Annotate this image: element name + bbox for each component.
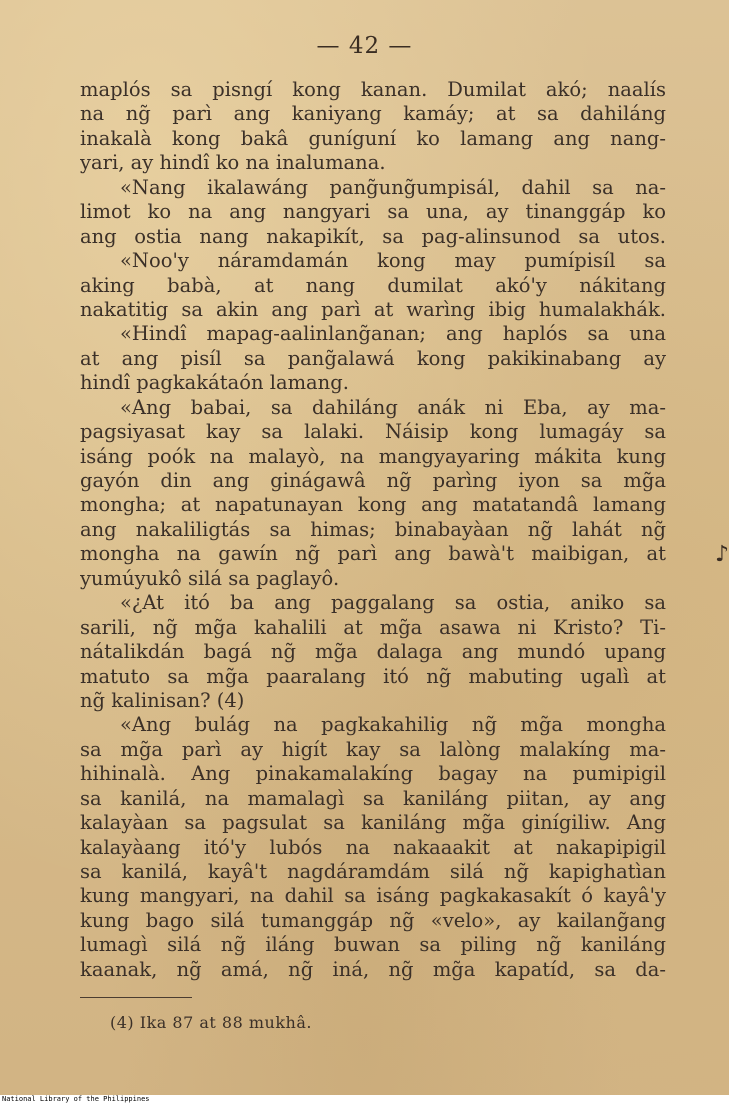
text-line: pagsiyasat kay sa lalaki. Náisip kong lumagáy sa (80, 420, 666, 444)
text-line: ng̃ kalinisan? (4) (80, 688, 245, 712)
footnote-rule (80, 997, 192, 998)
text-line: «Hindî mapag-aalinlang̃anan; ang haplós sa una (120, 322, 666, 346)
text-line: kaanak, ng̃ amá, ng̃ iná, ng̃ mg̃a kapatíd, sa da- (80, 957, 666, 981)
text-line: at ang pisíl sa pang̃alawá kong pakikinabang ay (80, 346, 666, 370)
text-line: «Ang bulág na pagkakahilig ng̃ mg̃a mongha (120, 713, 666, 737)
text-line: gayón din ang ginágawâ ng̃ parìng iyon sa mg̃a (80, 469, 666, 492)
text-line: «Ang babai, sa dahiláng anák ni Eba, ay ma- (120, 395, 666, 419)
page-number: — 42 — (316, 33, 413, 59)
text-line: mongha; at napatunayan kong ang matatandâ lamang (80, 493, 666, 517)
text-line: sa mg̃a parì ay higít kay sa lalòng malakíng ma- (80, 737, 666, 761)
text-line: «Noo'y náramdamán kong may pumípisíl sa (120, 249, 666, 273)
text-line: kalayàang itó'y lubós na nakaaakit at nakapipigil (80, 835, 666, 859)
text-line: nátalikdán bagá ng̃ mg̃a dalaga ang mundó upang (80, 640, 666, 664)
body-text (80, 78, 666, 982)
text-line: «Nang ikalawáng pang̃ung̃umpisál, dahil sa na- (120, 175, 666, 199)
text-line: limot ko na ang nangyari sa una, ay tinanggáp ko (80, 200, 666, 224)
text-line: nakatitig sa akin ang parì at warìng ibig humalakhák. (80, 297, 666, 321)
text-line: na ng̃ parì ang kaniyang kamáy; at sa dahiláng (80, 102, 666, 126)
text-line: mongha na gawín ng̃ parì ang bawà't maibigan, at (80, 542, 666, 566)
text-line: kung mangyari, na dahil sa isáng pagkakasakít ó kayâ'y (80, 884, 666, 908)
margin-ink-mark (54, 515, 64, 555)
text-line: ang ostia nang nakapikít, sa pag-alinsunod sa utos. (80, 224, 666, 248)
page-edge-mark: ♪ (714, 541, 729, 567)
text-line: inakalà kong bakâ guníguní ko lamang ang nang- (80, 126, 666, 150)
text-line: yumúyukô silá sa paglayô. (80, 566, 340, 590)
text-line: «¿At itó ba ang paggalang sa ostia, aniko sa (120, 591, 666, 615)
text-line: yari, ay hindî ko na inalumana. (80, 151, 386, 175)
text-line: sarili, ng̃ mg̃a kahalili at mg̃a asawa ni Kristo? Ti- (80, 615, 666, 639)
text-line: hihinalà. Ang pinakamalakíng bagay na pumipigil (80, 762, 666, 786)
scan-credit: National Library of the Philippines (2, 1095, 150, 1103)
text-line: maplós sa pisngí kong kanan. Dumilat akó; naalís (80, 78, 666, 101)
text-line: isáng poók na malayò, na mangyayaring mákita kung (80, 444, 666, 468)
text-line: matuto sa mg̃a paaralang itó ng̃ mabuting ugalì at (80, 664, 666, 688)
text-line: sa kanilá, na mamalagì sa kaniláng piitan, ay ang (80, 786, 666, 810)
text-line: kung bago silá tumanggáp ng̃ «velo», ay kailang̃ang (80, 908, 666, 932)
text-line: lumagì silá ng̃ iláng buwan sa piling ng̃ kaniláng (80, 933, 666, 957)
text-line: hindî pagkakátaón lamang. (80, 371, 349, 395)
text-line: aking babà, at nang dumilat akó'y nákitang (80, 273, 666, 297)
text-line: sa kanilá, kayâ't nagdáramdám silá ng̃ kapighatìan (80, 860, 666, 883)
text-line: kalayàan sa pagsulat sa kaniláng mg̃a ginígiliw. Ang (80, 811, 666, 835)
footnote: (4) Ika 87 at 88 mukhâ. (110, 1013, 312, 1032)
text-line: ang nakaliligtás sa himas; binabayàan ng̃ lahát ng̃ (80, 517, 666, 541)
